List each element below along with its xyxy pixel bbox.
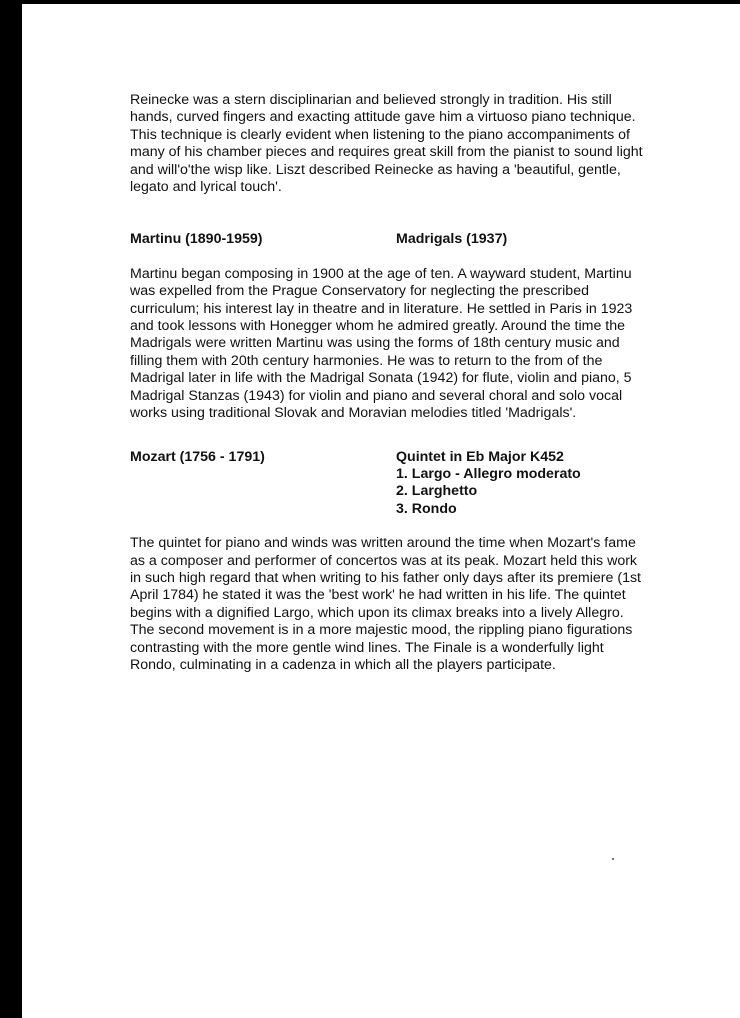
mozart-heading (130, 449, 650, 519)
mozart-composer: Mozart (1756 - 1791) (130, 448, 265, 465)
scan-border-left (0, 0, 22, 1018)
martinu-composer: Martinu (1890-1959) (130, 231, 263, 248)
movement-item: 1. Largo - Allegro moderato (396, 465, 581, 482)
mozart-work-block (396, 449, 581, 519)
mozart-work: Quintet in Eb Major K452 (396, 448, 564, 465)
martinu-work: Madrigals (1937) (396, 231, 508, 248)
scan-border-top (0, 0, 740, 4)
martinu-heading (130, 231, 650, 248)
scan-speck (612, 858, 614, 860)
movement-item: 3. Rondo (396, 500, 457, 517)
document-body (130, 92, 650, 674)
martinu-paragraph: Martinu began composing in 1900 at the age of ten. A wayward student, Martinu was expelled from the Prague Conservatory for neglecting the prescribed curriculum; his interest lay in theatre and in literature. He settled in Paris in 1923 and took lessons with Honegger whom he admired greatly. Around the time the Madrigals were written Martinu was using the forms of 18th century music and filling them with 20th century harmonies. He was to return to the from of the Madrigal later in life with the Madrigal Sonata (1942) for flute, violin and piano, 5 Madrigal Stanzas (1943) for violin and piano and several choral and solo vocal works using traditional Slovak and Moravian melodies titled 'Madrigals'. (130, 265, 633, 422)
reinecke-paragraph: Reinecke was a stern disciplinarian and believed strongly in tradition. His still hands, curved fingers and exacting attitude gave him a virtuoso piano technique. This technique is clearly evident when listening to the piano accompaniments of many of his chamber pieces and requires great skill from the pianist to sound light and will'o'the wisp like. Liszt described Reinecke as having a 'beautiful, gentle, legato and lyrical touch'. (130, 92, 643, 196)
movement-item: 2. Larghetto (396, 483, 478, 500)
mozart-paragraph: The quintet for piano and winds was written around the time when Mozart's fame as a composer and performer of concertos was at its peak. Mozart held this work in such high regard that when writing to his father only days after its premiere (1st April 1784) he stated it was the 'best work' he had written in his life. The quintet begins with a dignified Largo, which upon its climax breaks into a lively Allegro. The second movement is in a more majestic mood, the rippling piano figurations contrasting with the more gentle wind lines. The Finale is a wonderfully light Rondo, culminating in a cadenza in which all the players participate. (130, 535, 641, 673)
